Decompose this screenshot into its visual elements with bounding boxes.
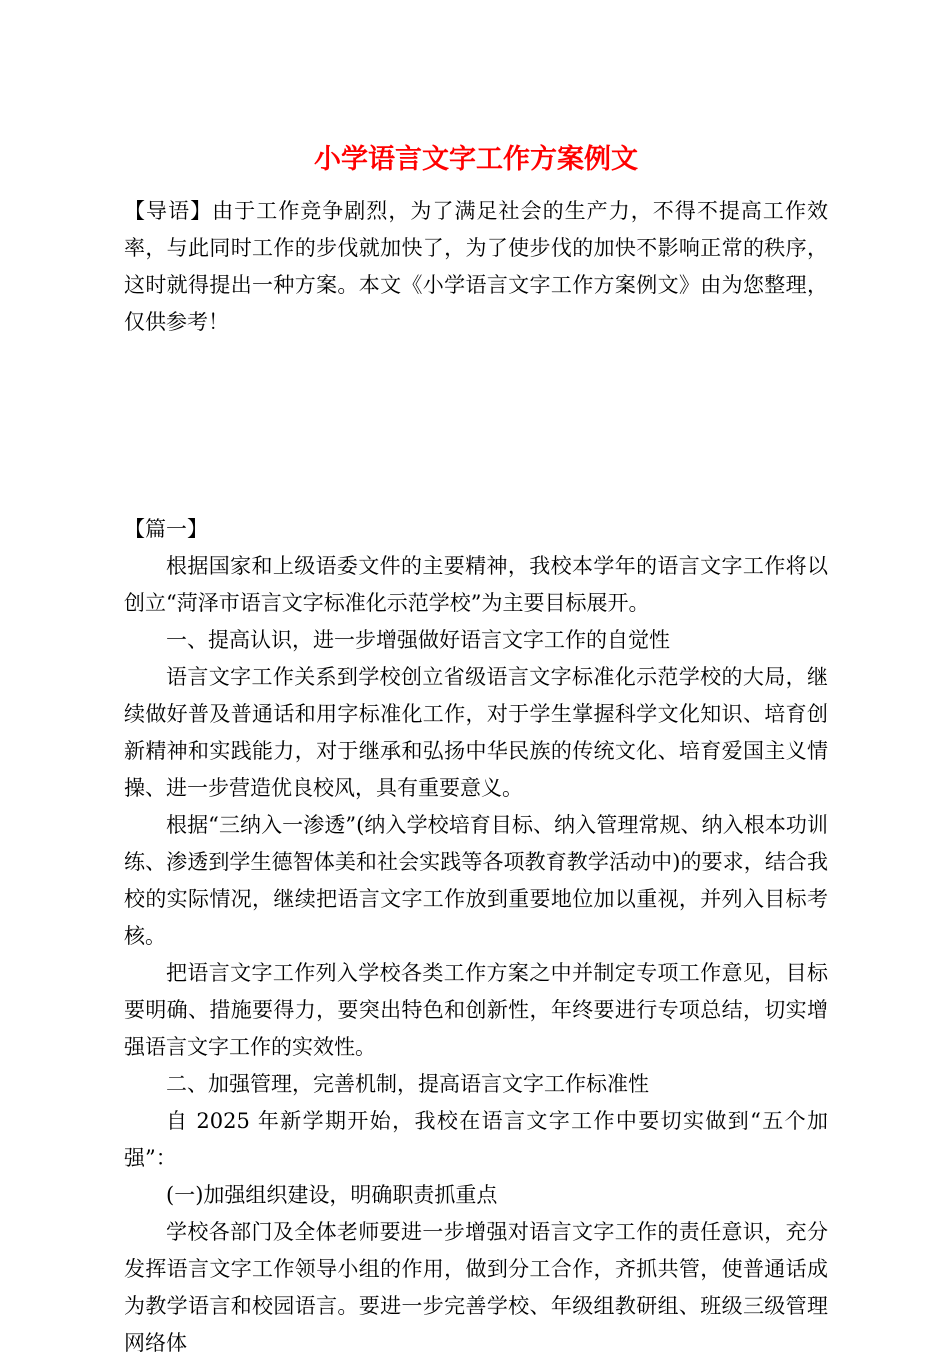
section-heading-1: 一、提高认识，进一步增强做好语言文字工作的自觉性 xyxy=(166,628,670,652)
body-paragraph-truncated: 学校各部门及全体老师要进一步增强对语言文字工作的责任意识，充分发挥语言文字工作领导小组的作用，做到分工合作，齐抓共管，使普通话成为教学语言和校园语言。要进一步完善学校、年级组教研组、班级三级管理网络体 xyxy=(124,1220,828,1355)
section-heading-2: 二、加强管理，完善机制，提高语言文字工作标准性 xyxy=(166,1072,649,1096)
intro-paragraph: 【导语】由于工作竞争剧烈，为了满足社会的生产力，不得不提高工作效率，与此同时工作的步伐就加快了，为了使步伐的加快不影响正常的秩序，这时就得提出一种方案。本文《小学语言文字工作方案例文》由为您整理，仅供参考！ xyxy=(124,199,828,334)
blank-gap xyxy=(124,341,828,511)
document-title: 小学语言文字工作方案例文 xyxy=(314,144,638,175)
body-paragraph: 根据“三纳入一渗透”(纳入学校培育目标、纳入管理常规、纳入根本功训练、渗透到学生德智体美和社会实践等各项教育教学活动中)的要求，结合我校的实际情况，继续把语言文字工作放到重要地位加以重视，并列入目标考核。 xyxy=(124,813,828,948)
body-paragraph: 把语言文字工作列入学校各类工作方案之中并制定专项工作意见，目标要明确、措施要得力，要突出特色和创新性，年终要进行专项总结，切实增强语言文字工作的实效性。 xyxy=(124,961,828,1059)
sub-heading: (一)加强组织建设，明确职责抓重点 xyxy=(166,1183,498,1207)
body-paragraph: 自 2025 年新学期开始，我校在语言文字工作中要切实做到“五个加强”： xyxy=(124,1109,828,1170)
body-paragraph: 根据国家和上级语委文件的主要精神，我校本学年的语言文字工作将以创立“菏泽市语言文字标准化示范学校”为主要目标展开。 xyxy=(124,554,828,615)
body-paragraph: 语言文字工作关系到学校创立省级语言文字标准化示范学校的大局，继续做好普及普通话和用字标准化工作，对于学生掌握科学文化知识、培育创新精神和实践能力，对于继承和弘扬中华民族的传统文化、培育爱国主义情操、进一步营造优良校风，具有重要意义。 xyxy=(124,665,828,800)
section-label: 【篇一】 xyxy=(124,517,208,541)
